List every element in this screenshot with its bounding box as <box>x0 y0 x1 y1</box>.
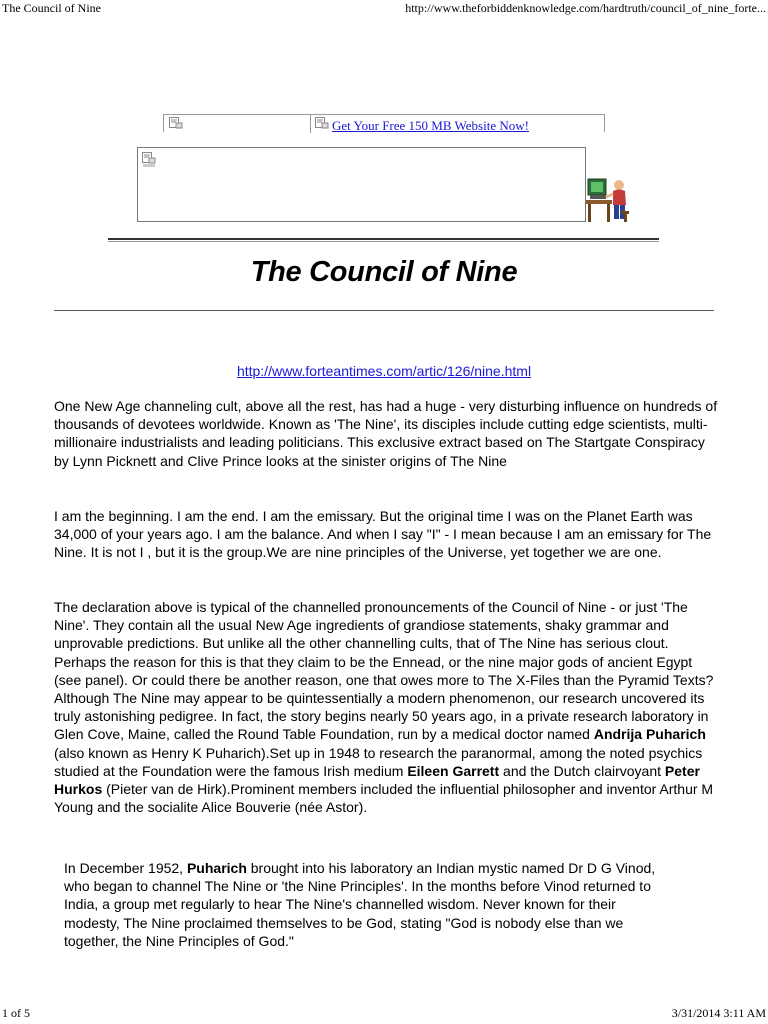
text-run: and the Dutch clairvoyant <box>499 762 665 779</box>
ad-cell-left <box>164 115 311 133</box>
text-run: In December 1952, <box>64 860 187 876</box>
broken-image-icon <box>169 117 183 129</box>
page-number: 1 of 5 <box>2 1006 30 1020</box>
name-peter-hurkos: Peter Hurkos <box>54 762 700 798</box>
ad-cell-right[interactable] <box>312 115 604 133</box>
name-andrija-puharich: Andrija Puharich <box>593 726 706 743</box>
top-divider <box>108 238 659 242</box>
name-puharich: Puharich <box>186 860 247 876</box>
broken-image-icon <box>142 152 156 168</box>
free-website-ad-link[interactable]: Get Your Free 150 MB Website Now! <box>332 118 529 132</box>
text-run: brought into his laboratory an Indian mystic named Dr D G Vinod, who began to channel The Nine or 'the Nine Principles'. In the months before Vinod returned to India, a group met regularly to hear The Nine's channelled wisdom. Never known for their modesty, The Nine proclaimed themselves to be God, stating "God is nobody else than we together, the Nine Principles of God." <box>64 860 656 949</box>
intro-paragraph: One New Age channeling cult, above all the rest, has had a huge - very disturbing influence on hundreds of thousands of devotees worldwide. Known as 'The Nine', its disciples include cutting edge scientists, multi-millionaire industrialists and leading politicians. This exclusive extract based on The Startgate Conspiracy by Lynn Picknett and Clive Prince looks at the sinister origins of The Nine <box>54 398 718 469</box>
name-eileen-garrett: Eileen Garrett <box>407 762 500 779</box>
ad-bar <box>163 114 605 132</box>
print-footer <box>0 1006 768 1022</box>
indented-paragraph <box>64 859 674 950</box>
title-divider <box>54 310 714 311</box>
print-datetime: 3/31/2014 3:11 AM <box>671 1006 766 1020</box>
text-run: (Pieter van de Hirk).Prominent members included the influential philosopher and inventor Arthur M Young and the socialite Alice Bouverie (née Astor). <box>54 781 714 816</box>
body-paragraph <box>54 598 719 816</box>
quote-paragraph: I am the beginning. I am the end. I am the emissary. But the original time I was on the Planet Earth was 34,000 of your years ago. I am the balance. And when I say "I" - I mean because I am an emissary for The Nine. It is not I , but it is the group.We are nine principles of the Universe, yet together we are one. <box>54 508 712 561</box>
source-link[interactable]: http://www.forteantimes.com/artic/126/nine.html <box>236 363 532 379</box>
print-header-url: http://www.theforbiddenknowledge.com/hardtruth/council_of_nine_forte... <box>405 1 766 15</box>
computer-user-clipart-icon <box>586 173 631 223</box>
text-run: The declaration above is typical of the channelled pronouncements of the Council of Nine - or just 'The Nine'. They contain all the usual New Age ingredients of grandiose statements, shaky grammar and unprovable predictions. But unlike all the other channelling cults, that of The Nine has serious clout. Perhaps the reason for this is that they claim to be the Ennead, or the nine major gods of ancient Egypt (see panel). Or could there be another reason, one that owes more to The X-Files than the Pyramid Texts? Although The Nine may appear to be quintessentially a modern phenomenon, our research uncovered its truly astonishing pedigree. In fact, the story begins nearly 50 years ago, in a private research laboratory in Glen Cove, Maine, called the Round Table Foundation, run by a medical doctor named <box>54 599 714 743</box>
broken-image-icon <box>315 117 329 129</box>
banner-box[interactable] <box>137 147 586 222</box>
text-run: (also known as Henry K Puharich).Set up in 1948 to research the paranormal, among the noted psychics studied at the Foundation were the famous Irish medium <box>54 744 703 779</box>
page-title: The Council of Nine <box>250 256 518 288</box>
print-header-title: The Council of Nine <box>2 1 101 15</box>
print-header <box>0 0 768 18</box>
